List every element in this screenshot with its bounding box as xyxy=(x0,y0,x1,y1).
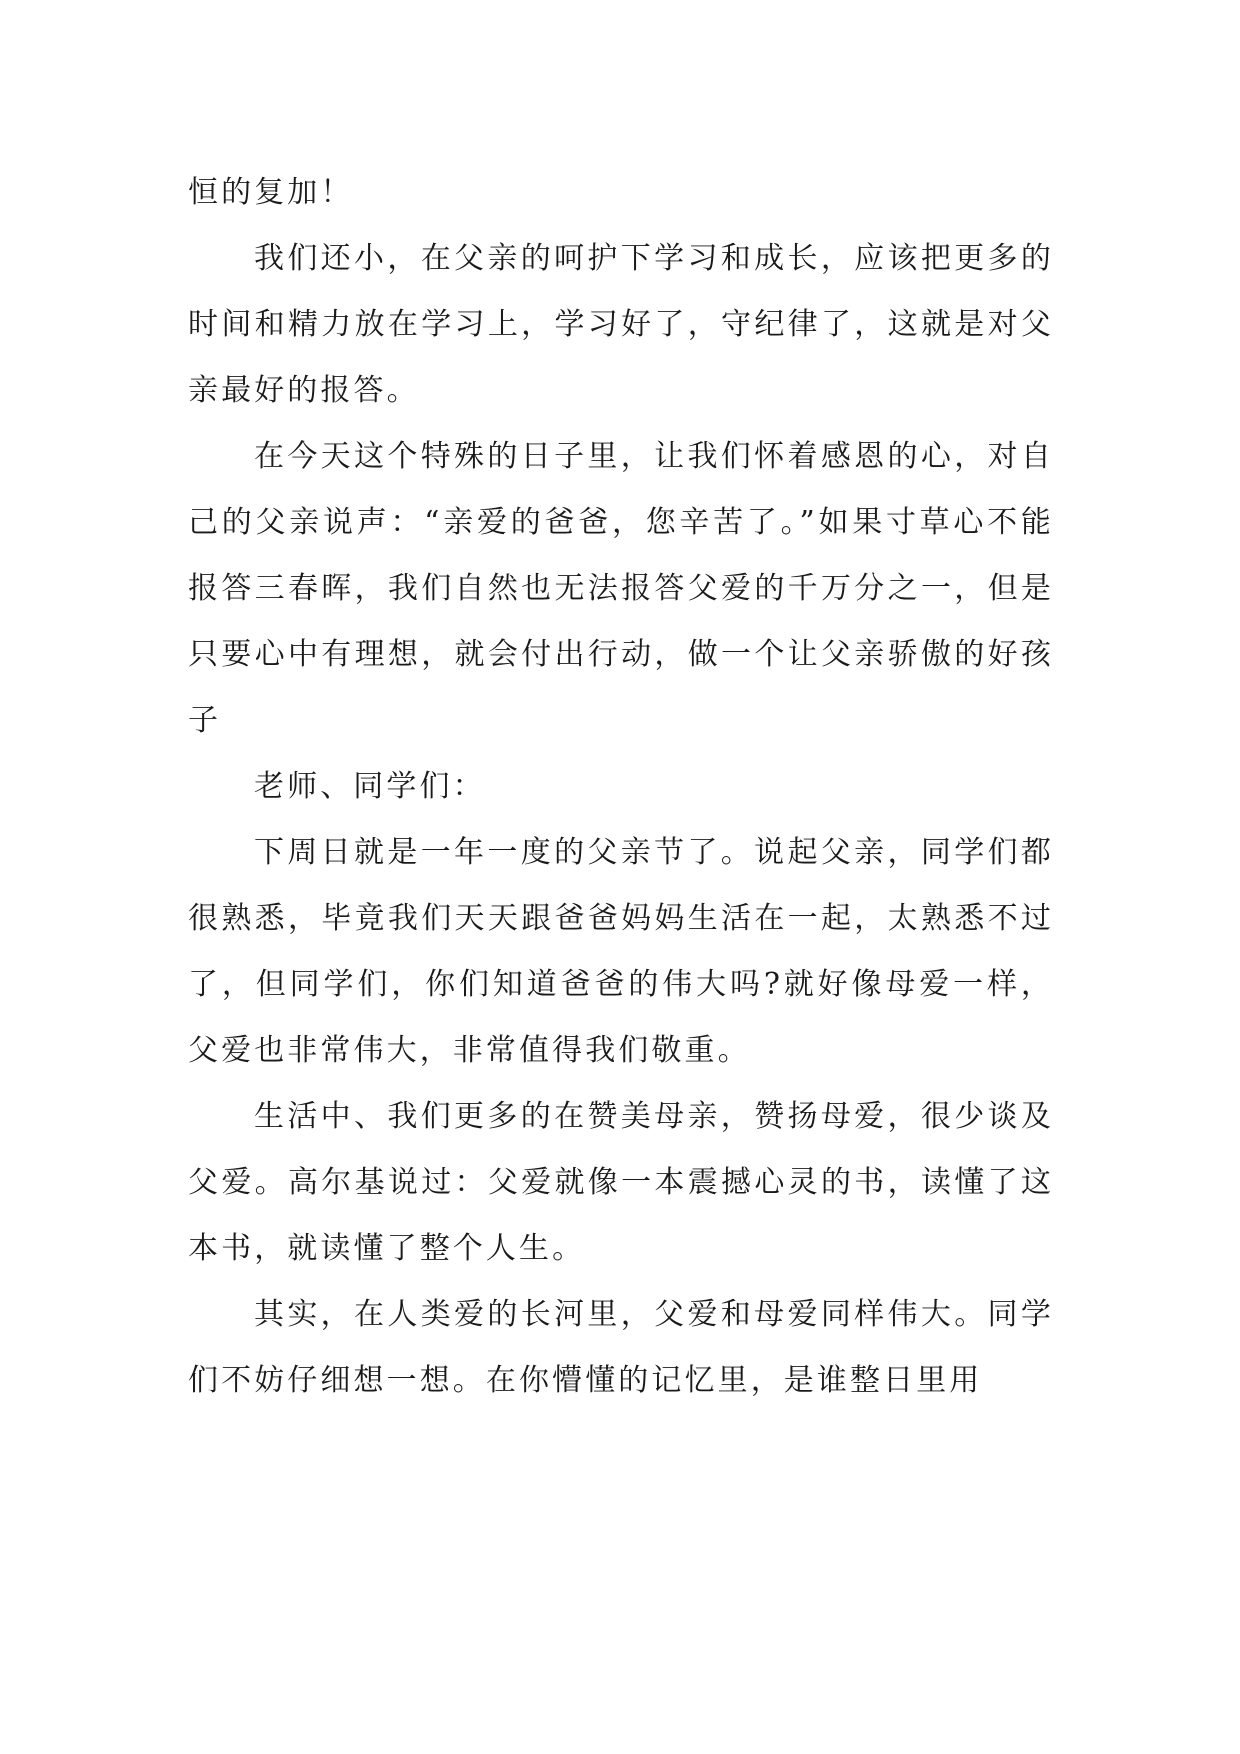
paragraph-3: 在今天这个特殊的日子里，让我们怀着感恩的心，对自己的父亲说声：“亲爱的爸爸，您辛苦了。”如果寸草心不能报答三春晖，我们自然也无法报答父爱的千万分之一，但是只要心中有理想，就会付出行动，做一个让父亲骄傲的好孩子 xyxy=(188,439,1054,738)
paragraph-5: 下周日就是一年一度的父亲节了。说起父亲，同学们都很熟悉，毕竟我们天天跟爸爸妈妈生活在一起，太熟悉不过了，但同学们，你们知道爸爸的伟大吗?就好像母爱一样，父爱也非常伟大，非常值得我们敬重。 xyxy=(188,835,1054,1068)
paragraph-6: 生活中、我们更多的在赞美母亲，赞扬母爱，很少谈及父爱。高尔基说过：父爱就像一本震撼心灵的书，读懂了这本书，就读懂了整个人生。 xyxy=(188,1099,1054,1266)
paragraph-4: 老师、同学们： xyxy=(254,769,486,804)
paragraph-7: 其实，在人类爱的长河里，父爱和母爱同样伟大。同学们不妨仔细想一想。在你懵懂的记忆里，是谁整日里用 xyxy=(188,1297,1054,1398)
document-body xyxy=(188,160,1054,1414)
paragraph-2: 我们还小，在父亲的呵护下学习和成长，应该把更多的时间和精力放在学习上，学习好了，守纪律了，这就是对父亲最好的报答。 xyxy=(188,241,1054,408)
paragraph-1: 恒的复加！ xyxy=(188,175,354,210)
